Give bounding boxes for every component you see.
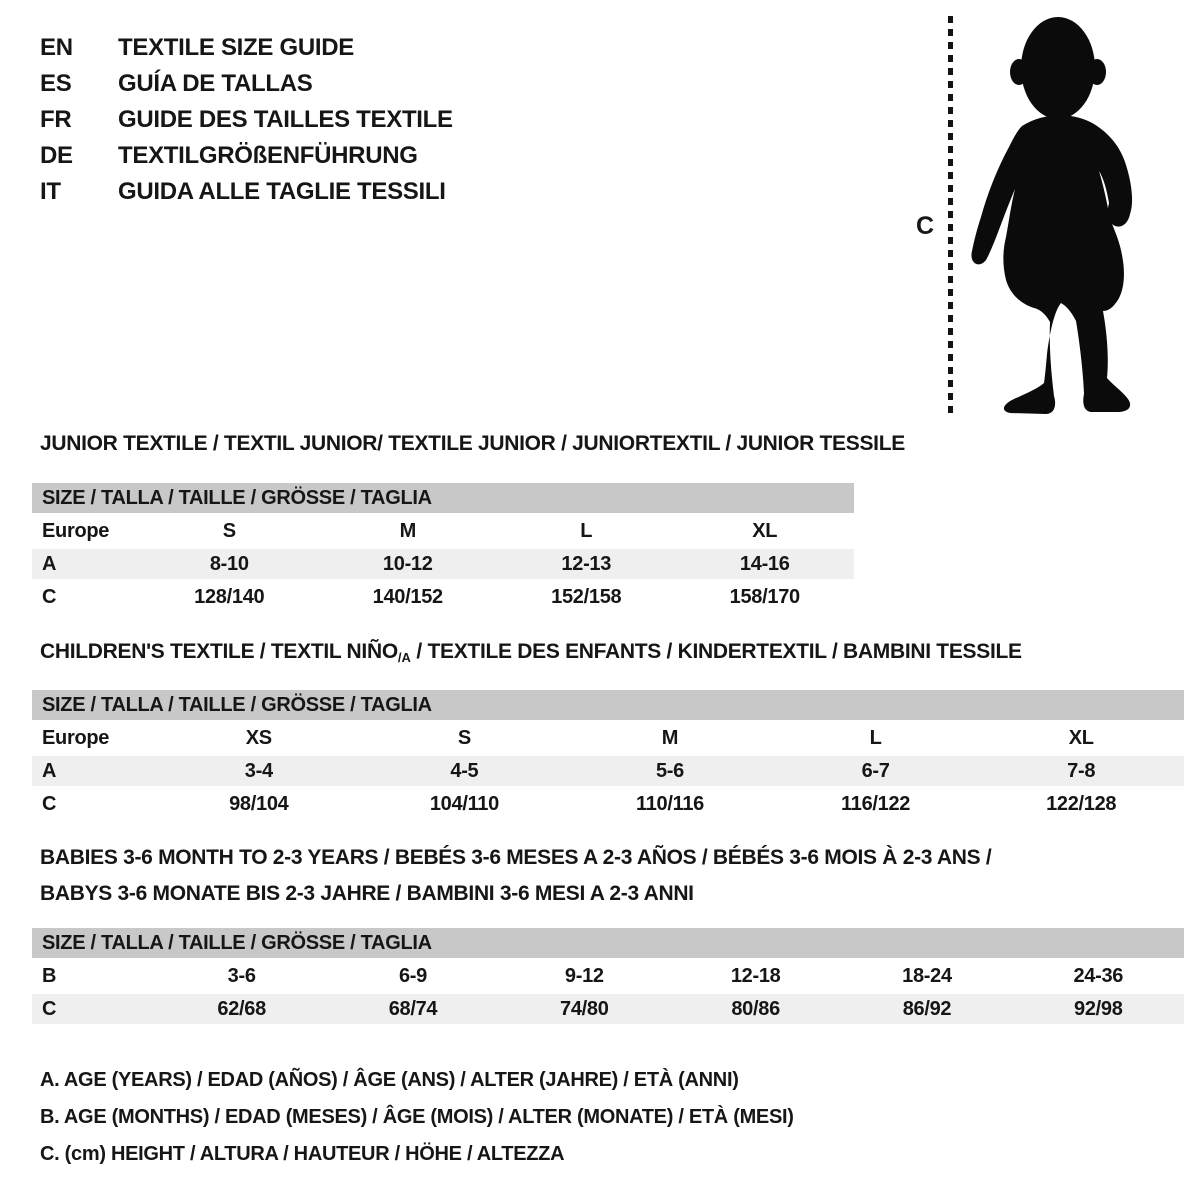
age-cell: 24-36 [1073, 964, 1124, 987]
age-cell: 9-12 [564, 964, 604, 987]
row-label: B [42, 964, 57, 987]
row-label: Europe [42, 726, 110, 749]
height-cell: 110/116 [635, 792, 704, 815]
language-row-de [40, 138, 453, 174]
height-cell: 116/122 [841, 792, 911, 815]
size-cell: L [869, 726, 882, 749]
junior-size-table [32, 483, 854, 612]
table-row-europe [32, 516, 854, 546]
legend-block [40, 1062, 794, 1173]
size-header-bar: SIZE / TALLA / TAILLE / GRÖSSE / TAGLIA [32, 690, 1184, 720]
size-cell: S [222, 519, 236, 542]
size-cell: XL [1068, 726, 1094, 749]
size-cell: M [399, 519, 416, 542]
children-size-table [32, 690, 1184, 819]
row-label: A [42, 552, 57, 575]
height-cell: 140/152 [372, 585, 443, 608]
language-row-es [40, 66, 453, 102]
height-cell: 80/86 [731, 997, 780, 1020]
row-label: C [42, 585, 57, 608]
legend-age-months: B. AGE (MONTHS) / EDAD (MESES) / ÂGE (MOIS) / ALTER (MONATE) / ETÀ (MESI) [40, 1106, 794, 1128]
age-cell: 10-12 [382, 552, 433, 575]
language-code: IT [40, 178, 61, 205]
size-cell: XL [752, 519, 778, 542]
row-label: Europe [42, 519, 110, 542]
age-cell: 6-7 [861, 759, 890, 782]
children-title-subscript: /A [397, 650, 411, 665]
age-cell: 3-4 [244, 759, 273, 782]
babies-section-title-line1: BABIES 3-6 MONTH TO 2-3 YEARS / BEBÉS 3-6 MESES A 2-3 AÑOS / BÉBÉS 3-6 MOIS À 2-3 ANS / [40, 846, 992, 869]
size-header-bar: SIZE / TALLA / TAILLE / GRÖSSE / TAGLIA [32, 483, 854, 513]
size-cell: L [580, 519, 593, 542]
age-cell: 3-6 [227, 964, 256, 987]
guide-title: GUÍA DE TALLAS [118, 70, 313, 97]
children-section-title [40, 640, 1022, 664]
height-cell: 74/80 [560, 997, 609, 1020]
age-cell: 4-5 [450, 759, 479, 782]
language-code: ES [40, 70, 72, 97]
size-cell: XS [245, 726, 272, 749]
height-cell: 92/98 [1074, 997, 1123, 1020]
age-cell: 6-9 [398, 964, 427, 987]
height-cell: 86/92 [902, 997, 952, 1020]
age-cell: 12-13 [561, 552, 612, 575]
row-label: A [42, 759, 57, 782]
height-cell: 98/104 [229, 792, 289, 815]
babies-section-title-line2: BABYS 3-6 MONATE BIS 2-3 JAHRE / BAMBINI 3-6 MESI A 2-3 ANNI [40, 882, 694, 905]
table-row-height [32, 582, 854, 612]
language-row-it [40, 174, 453, 210]
children-title-prefix: CHILDREN'S TEXTILE / TEXTIL NIÑO [40, 640, 398, 663]
age-cell: 7-8 [1067, 759, 1096, 782]
age-cell: 14-16 [739, 552, 790, 575]
language-code: EN [40, 34, 73, 61]
age-cell: 5-6 [655, 759, 684, 782]
language-row-fr [40, 102, 453, 138]
language-code: DE [40, 142, 73, 169]
guide-title: GUIDE DES TAILLES TEXTILE [118, 106, 453, 133]
age-cell: 8-10 [209, 552, 249, 575]
guide-title: TEXTILGRÖßENFÜHRUNG [118, 142, 418, 169]
junior-section-title: JUNIOR TEXTILE / TEXTIL JUNIOR/ TEXTILE JUNIOR / JUNIORTEXTIL / JUNIOR TESSILE [40, 432, 905, 455]
height-measure-label: C [916, 212, 934, 240]
height-cell: 158/170 [729, 585, 800, 608]
table-row-age [32, 756, 1184, 786]
height-dashed-line [948, 16, 953, 418]
toddler-silhouette-icon [958, 14, 1144, 422]
size-header-bar: SIZE / TALLA / TAILLE / GRÖSSE / TAGLIA [32, 928, 1184, 958]
table-row-age [32, 549, 854, 579]
age-cell: 18-24 [902, 964, 952, 987]
row-label: C [42, 792, 57, 815]
age-cell: 12-18 [730, 964, 781, 987]
table-row-height [32, 994, 1184, 1024]
guide-title: GUIDA ALLE TAGLIE TESSILI [118, 178, 446, 205]
row-label: C [42, 997, 57, 1020]
language-code: FR [40, 106, 72, 133]
height-cell: 152/158 [551, 585, 622, 608]
babies-size-table [32, 928, 1184, 1024]
size-cell: S [457, 726, 471, 749]
language-title-block [40, 30, 453, 210]
height-cell: 68/74 [388, 997, 438, 1020]
legend-age-years: A. AGE (YEARS) / EDAD (AÑOS) / ÂGE (ANS) / ALTER (JAHRE) / ETÀ (ANNI) [40, 1069, 739, 1091]
height-cell: 104/110 [429, 792, 499, 815]
height-cell: 122/128 [1046, 792, 1117, 815]
language-row-en [40, 30, 453, 66]
guide-title: TEXTILE SIZE GUIDE [118, 34, 354, 61]
table-row-europe [32, 723, 1184, 753]
legend-height-cm: C. (cm) HEIGHT / ALTURA / HAUTEUR / HÖHE / ALTEZZA [40, 1143, 565, 1165]
size-cell: M [661, 726, 679, 749]
height-cell: 62/68 [217, 997, 266, 1020]
children-title-suffix: / TEXTILE DES ENFANTS / KINDERTEXTIL / BAMBINI TESSILE [410, 640, 1022, 663]
table-row-months [32, 961, 1184, 991]
table-row-height [32, 789, 1184, 819]
height-cell: 128/140 [194, 585, 265, 608]
